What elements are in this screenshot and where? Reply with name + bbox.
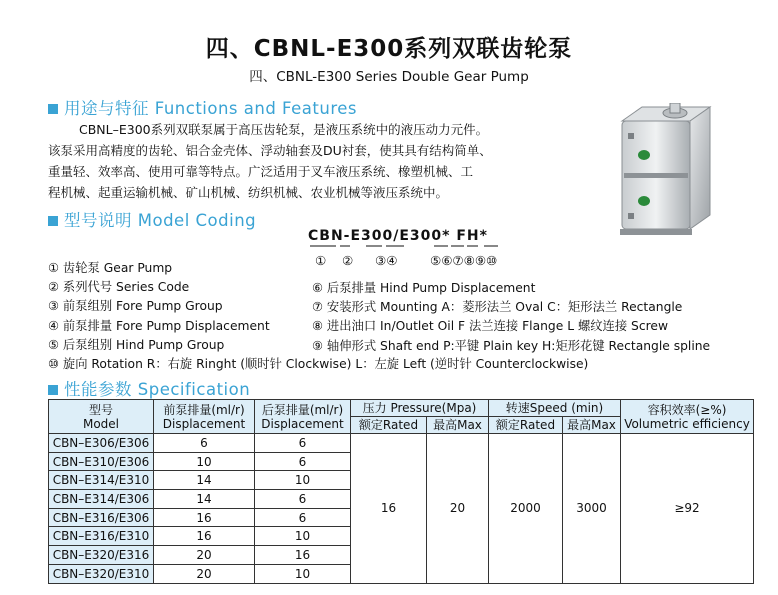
- pump-image: [600, 103, 732, 243]
- features-heading: [48, 95, 357, 119]
- bullet-square-icon: [48, 216, 58, 226]
- code-number-3-4: ③④: [375, 253, 398, 268]
- header-max-pressure: 最高Max: [427, 417, 489, 434]
- bullet-square-icon: [48, 104, 58, 114]
- table-row: [49, 434, 754, 453]
- cell-fore: 20: [154, 546, 255, 565]
- legend-item-8: ⑧ 进出油口 In/Outlet Oil F 法兰连接 Flange L 螺纹连接 Screw: [312, 319, 669, 333]
- spec-heading: [48, 376, 250, 400]
- code-number-1: ①: [315, 253, 327, 268]
- header-hind-displacement: 后泵排量(ml/r) Displacement: [255, 400, 351, 434]
- header-model: 型号 Model: [49, 400, 154, 434]
- cell-model: CBN–E320/E310: [49, 564, 154, 583]
- cell-fore: 6: [154, 434, 255, 453]
- bullet-square-icon: [48, 385, 58, 395]
- cell-fore: 16: [154, 508, 255, 527]
- cell-rated-pressure: 16: [351, 434, 427, 584]
- cell-max-speed: 3000: [563, 434, 621, 584]
- legend-item-6: ⑥ 后泵排量 Hind Pump Displacement: [312, 281, 536, 295]
- cell-hind: 16: [255, 546, 351, 565]
- cell-model: CBN–E314/E306: [49, 490, 154, 509]
- features-heading-text: 用途与特征 Functions and Features: [64, 99, 358, 118]
- cell-hind: 10: [255, 564, 351, 583]
- header-speed: 转速Speed (min): [489, 400, 621, 417]
- cell-model: CBN–E316/E310: [49, 527, 154, 546]
- features-line-1: CBNL–E300系列双联泵属于高压齿轮泵，是液压系统中的液压动力元件。: [79, 122, 489, 137]
- cell-hind: 6: [255, 490, 351, 509]
- legend-item-7: ⑦ 安装形式 Mounting A：菱形法兰 Oval C：矩形法兰 Rectangle: [312, 300, 683, 314]
- cell-model: CBN–E316/E306: [49, 508, 154, 527]
- cell-fore: 20: [154, 564, 255, 583]
- code-number-5-10: ⑤⑥⑦⑧⑨⑩: [430, 253, 498, 268]
- spec-header-row: [49, 400, 754, 417]
- cell-rated-speed: 2000: [489, 434, 563, 584]
- cell-hind: 6: [255, 434, 351, 453]
- model-coding-heading: [48, 207, 256, 231]
- cell-hind: 10: [255, 527, 351, 546]
- header-fore-displacement: 前泵排量(ml/r) Displacement: [154, 400, 255, 434]
- legend-item-9: ⑨ 轴伸形式 Shaft end P:平键 Plain key H:矩形花键 Rectangle spline: [312, 339, 711, 353]
- code-number-2: ②: [342, 253, 354, 268]
- cell-model: CBN–E314/E310: [49, 471, 154, 490]
- header-rated-speed: 额定Rated: [489, 417, 563, 434]
- cell-fore: 14: [154, 490, 255, 509]
- cell-fore: 16: [154, 527, 255, 546]
- header-max-speed: 最高Max: [563, 417, 621, 434]
- legend-item-1: ① 齿轮泵 Gear Pump: [48, 261, 173, 275]
- cell-fore: 10: [154, 452, 255, 471]
- model-code: CBN-E300/E300* FH*: [308, 228, 488, 244]
- cell-max-pressure: 20: [427, 434, 489, 584]
- header-efficiency: 容积效率(≥%) Volumetric efficiency: [621, 400, 754, 434]
- header-pressure: 压力 Pressure(Mpa): [351, 400, 489, 417]
- legend-item-2: ② 系列代号 Series Code: [48, 280, 190, 294]
- legend-item-4: ④ 前泵排量 Fore Pump Displacement: [48, 319, 270, 333]
- features-line-3: 重量轻、效率高、使用可靠等特点。广泛适用于叉车液压系统、橡塑机械、工: [48, 164, 474, 179]
- features-line-2: 该泵采用高精度的齿轮、铝合金壳体、浮动轴套及DU衬套，使其具有结构简单、: [48, 143, 492, 158]
- cell-model: CBN–E320/E316: [49, 546, 154, 565]
- code-underlines: [308, 244, 518, 250]
- spec-table: [48, 399, 754, 584]
- legend-item-5: ⑤ 后泵组别 Hind Pump Group: [48, 338, 225, 352]
- features-line-4: 程机械、起重运输机械、矿山机械、纺织机械、农业机械等液压系统中。: [48, 185, 449, 200]
- model-coding-heading-text: 型号说明 Model Coding: [64, 211, 257, 230]
- cell-fore: 14: [154, 471, 255, 490]
- page-subtitle: 四、CBNL-E300 Series Double Gear Pump: [249, 69, 529, 85]
- cell-hind: 10: [255, 471, 351, 490]
- page-title: 四、CBNL-E300系列双联齿轮泵: [205, 36, 573, 62]
- legend-item-3: ③ 前泵组别 Fore Pump Group: [48, 299, 223, 313]
- cell-hind: 6: [255, 508, 351, 527]
- legend-item-10: ⑩ 旋向 Rotation R：右旋 Ringht (顺时针 Clockwise) L：左旋 Left (逆时针 Counterclockwise): [48, 357, 589, 371]
- cell-efficiency: ≥92: [621, 434, 754, 584]
- cell-model: CBN–E306/E306: [49, 434, 154, 453]
- cell-hind: 6: [255, 452, 351, 471]
- spec-heading-text: 性能参数 Specification: [64, 380, 251, 399]
- cell-model: CBN–E310/E306: [49, 452, 154, 471]
- header-rated-pressure: 额定Rated: [351, 417, 427, 434]
